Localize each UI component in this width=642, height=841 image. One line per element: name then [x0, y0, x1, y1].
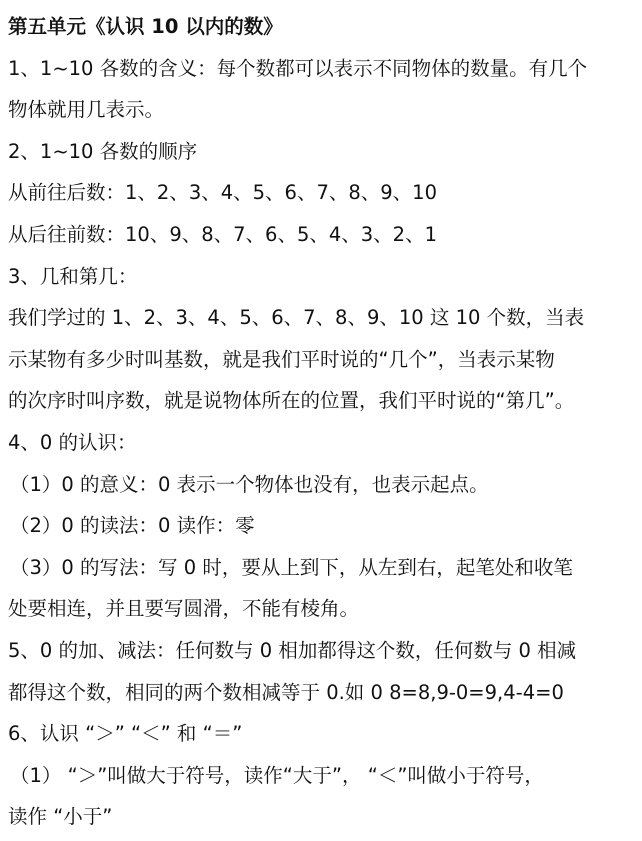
text-line-12: （2）0 的读法：0 读作：零	[10, 514, 255, 538]
text-line-8: 示某物有多少时叫基数，就是我们平时说的“几个”，当表示某物	[8, 347, 555, 371]
text-line-11: （1）0 的意义：0 表示一个物体也没有，也表示起点。	[10, 472, 489, 496]
text-line-18: （1） “＞”叫做大于符号，读作“大于”， “＜”叫做小于符号，	[10, 763, 544, 787]
text-line-15: 5、0 的加、减法：任何数与 0 相加都得这个数，任何数与 0 相减	[8, 638, 577, 662]
text-line-2: 物体就用几表示。	[8, 98, 165, 122]
text-line-4: 从前往后数：1、2、3、4、5、6、7、8、9、10	[8, 181, 437, 205]
document	[8, 6, 638, 838]
text-line-5: 从后往前数：10、9、8、7、6、5、4、3、2、1	[8, 222, 437, 246]
document-title: 第五单元《认识 10 以内的数》	[8, 15, 283, 38]
text-line-10: 4、0 的认识：	[8, 430, 137, 454]
text-line-3: 2、1~10 各数的顺序	[8, 139, 198, 163]
text-line-16: 都得这个数，相同的两个数相减等于 0.如 0 8=8,9-0=9,4-4=0	[8, 680, 564, 704]
text-line-14: 处要相连，并且要写圆滑，不能有棱角。	[8, 597, 360, 621]
text-line-17: 6、认识 “＞” “＜” 和 “＝”	[8, 722, 243, 746]
text-line-19: 读作 “小于”	[8, 805, 113, 829]
text-line-6: 3、几和第几：	[8, 264, 138, 288]
text-line-7: 我们学过的 1、2、3、4、5、6、7、8、9、10 这 10 个数，当表	[8, 306, 585, 330]
text-line-9: 的次序时叫序数，就是说物体所在的位置，我们平时说的“第几”。	[8, 389, 575, 413]
text-line-1: 1、1~10 各数的含义：每个数都可以表示不同物体的数量。有几个	[8, 56, 588, 80]
text-line-13: （3）0 的写法：写 0 时，要从上到下，从左到右，起笔处和收笔	[10, 555, 573, 579]
